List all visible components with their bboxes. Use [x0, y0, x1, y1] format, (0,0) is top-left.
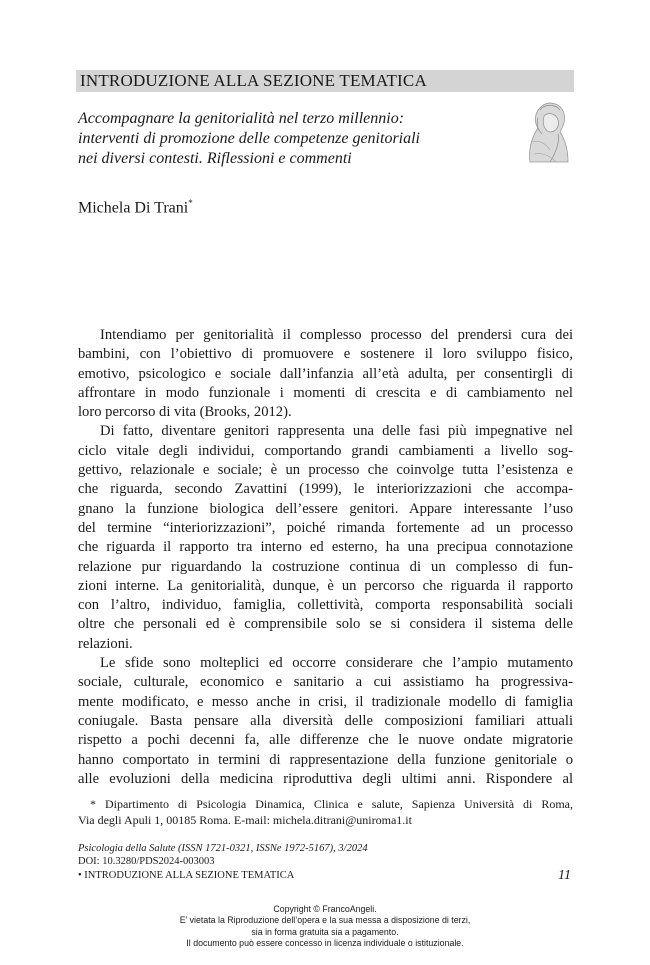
- section-title: INTRODUZIONE ALLA SEZIONE TEMATICA: [80, 71, 427, 90]
- body-line: mente modificato, e messo anche in crisi, il tradizionale modello di famiglia: [78, 693, 573, 710]
- body-line: con l’altro, individuo, famiglia, collettività, comporta responsabilità sociali: [78, 597, 573, 614]
- body-line: emotivo, psicologico e sociale dall’infanzia all’età adulta, per consentirgli di: [78, 365, 573, 382]
- journal-citation: Psicologia della Salute (ISSN 1721-0321, ISSNe 1972-5167), 3/2024: [78, 843, 368, 854]
- author-affiliation-footnote: [78, 796, 573, 828]
- portrait-engraving-image: [520, 98, 572, 164]
- copyright-line: Il documento può essere concesso in licenza individuale o istituzionale.: [186, 937, 464, 948]
- body-line: loro percorso di vita (Brooks, 2012).: [78, 404, 292, 421]
- body-line: gettivo, relazionale e sociale; è un processo che coinvolge tutta l’esistenza e: [78, 462, 573, 479]
- author-name: Michela Di Trani: [78, 199, 189, 217]
- body-line: hanno comportato in termini di rappresentazione della funzione genitoriale o: [78, 751, 573, 768]
- copyright-notice: [0, 904, 650, 949]
- body-line: Di fatto, diventare genitori rappresenta una delle fasi più impegnative nel: [100, 423, 573, 440]
- doi-text: DOI: 10.3280/PDS2024-003003: [78, 856, 215, 867]
- article-body: [78, 326, 573, 789]
- body-line: bambini, con l’obiettivo di promuovere e sostenere il loro sviluppo fisico,: [78, 346, 573, 363]
- body-line: affrontare in modo funzionale i momenti di crescita e di cambiamento nel: [78, 384, 573, 401]
- footnote-line: * Dipartimento di Psicologia Dinamica, Clinica e salute, Sapienza Università di Roma,: [90, 797, 573, 811]
- body-line: alle evoluzioni della medicina riproduttiva degli ultimi anni. Rispondere al: [78, 770, 573, 787]
- subtitle-line: interventi di promozione delle competenze genitoriali: [78, 130, 420, 147]
- article-subtitle: [78, 109, 508, 169]
- body-line: del termine “interiorizzazioni”, poiché rimanda fortemente ad un processo: [78, 519, 573, 536]
- body-line: sociale, culturale, economico e sanitario a cui assistiamo ha progressiva-: [78, 674, 573, 691]
- body-line: che riguarda il rapporto tra interno ed esterno, ha una precipua connotazione: [78, 539, 573, 556]
- body-line: relazioni.: [78, 635, 133, 652]
- body-line: Intendiamo per genitorialità il complesso processo del prendersi cura dei: [100, 327, 573, 343]
- body-line: relazione pur riguardando la costruzione continua di un complesso di fun-: [78, 558, 573, 575]
- copyright-line: Copyright © FrancoAngeli.: [273, 904, 377, 914]
- body-line: ciclo vitale degli individui, comportando grandi cambiamenti a livello sog-: [78, 442, 573, 459]
- copyright-line: E’ vietata la Riproduzione dell’opera e la sua messa a disposizione di terzi,: [179, 915, 471, 926]
- page-number: 11: [558, 868, 571, 883]
- footnote-line: Via degli Apuli 1, 00185 Roma. E-mail: michela.ditrani@uniroma1.it: [78, 813, 412, 827]
- author-footnote-mark: *: [188, 198, 193, 208]
- body-line: zioni interne. La genitorialità, dunque, è un percorso che riguarda il rapporto: [78, 577, 573, 594]
- body-line: Le sfide sono molteplici ed occorre considerare che l’ampio mutamento: [100, 655, 573, 672]
- body-line: gnano la funzione biologica dell’essere genitori. Appare interessante l’uso: [78, 500, 573, 517]
- running-section-label: • INTRODUZIONE ALLA SEZIONE TEMATICA: [78, 870, 295, 881]
- copyright-line: sia in forma gratuita sia a pagamento.: [251, 926, 399, 937]
- body-line: oltre che personali ed è comprensibile solo se si considera il sistema delle: [78, 616, 573, 633]
- subtitle-line: nei diversi contesti. Riflessioni e commenti: [78, 150, 352, 167]
- running-footer: [78, 869, 573, 883]
- subtitle-line: Accompagnare la genitorialità nel terzo millennio:: [78, 110, 405, 127]
- body-line: che riguarda, secondo Zavattini (1999), le interiorizzazioni che accompa-: [78, 481, 573, 498]
- article-author: [78, 193, 193, 218]
- body-line: rispetto a pochi decenni fa, alle differenze che le nuove ondate migratorie: [78, 732, 573, 749]
- publication-info: [78, 842, 573, 883]
- body-line: coniugale. Basta pensare alla diversità delle composizioni familiari attuali: [78, 712, 573, 729]
